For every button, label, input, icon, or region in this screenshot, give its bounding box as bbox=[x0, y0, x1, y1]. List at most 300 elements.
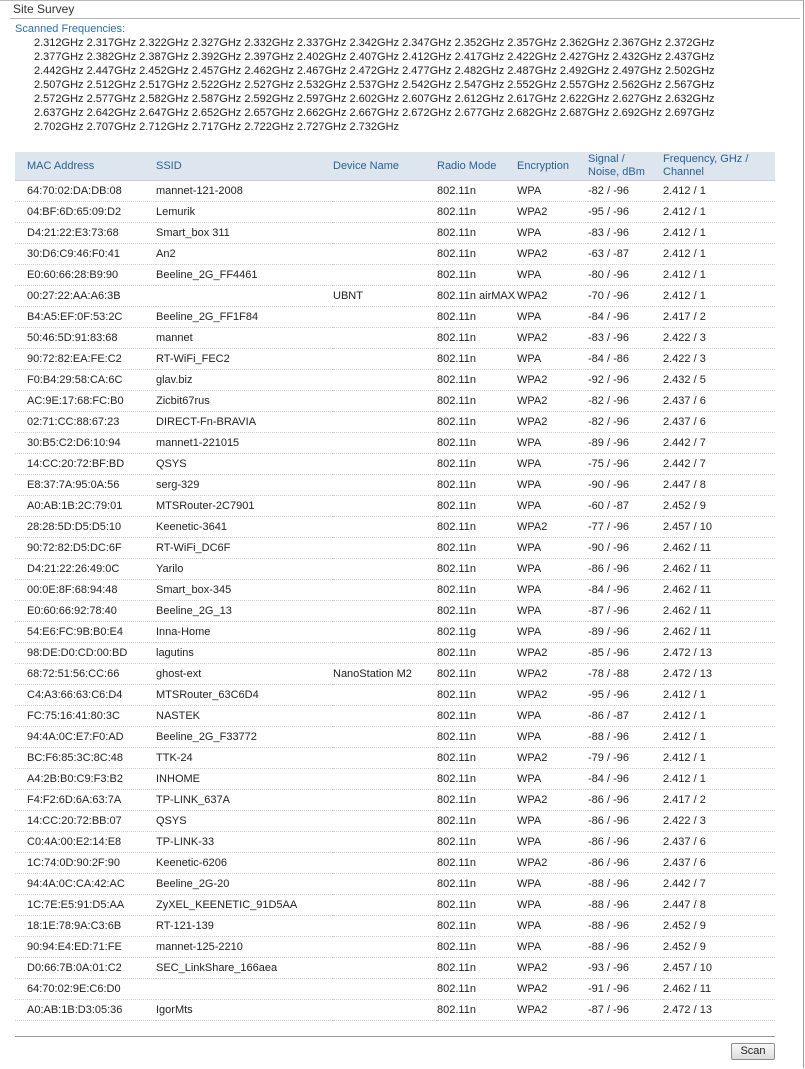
table-row[interactable] bbox=[15, 727, 775, 748]
signal-noise-cell: -79 / -96 bbox=[588, 748, 663, 769]
signal-noise-cell: -84 / -96 bbox=[588, 307, 663, 328]
ssid-cell: Beeline_2G-20 bbox=[156, 874, 333, 895]
mac-cell: C0:4A:00:E2:14:E8 bbox=[15, 832, 156, 853]
frequency-channel-cell: 2.412 / 1 bbox=[663, 202, 775, 223]
ssid-cell: ZyXEL_KEENETIC_91D5AA bbox=[156, 895, 333, 916]
page-title-text: Site Survey bbox=[13, 2, 75, 16]
table-row[interactable] bbox=[15, 811, 775, 832]
radio-mode-cell: 802.11n bbox=[437, 370, 517, 391]
encryption-cell: WPA bbox=[517, 706, 588, 727]
signal-noise-cell: -92 / -96 bbox=[588, 370, 663, 391]
mac-cell: AC:9E:17:68:FC:B0 bbox=[15, 391, 156, 412]
ssid-cell: Smart_box-345 bbox=[156, 580, 333, 601]
mac-cell: F4:F2:6D:6A:63:7A bbox=[15, 790, 156, 811]
table-row[interactable] bbox=[15, 916, 775, 937]
signal-noise-cell: -91 / -96 bbox=[588, 979, 663, 1000]
table-row[interactable] bbox=[15, 517, 775, 538]
scanned-frequencies-label: Scanned Frequencies: bbox=[15, 23, 126, 35]
device-cell bbox=[333, 244, 437, 265]
radio-mode-cell: 802.11n bbox=[437, 454, 517, 475]
table-row[interactable] bbox=[15, 433, 775, 454]
device-cell bbox=[333, 874, 437, 895]
ssid-cell: INHOME bbox=[156, 769, 333, 790]
table-row[interactable] bbox=[15, 874, 775, 895]
device-cell bbox=[333, 811, 437, 832]
signal-noise-cell: -95 / -96 bbox=[588, 685, 663, 706]
ssid-cell bbox=[156, 286, 333, 307]
signal-noise-cell: -90 / -96 bbox=[588, 538, 663, 559]
device-cell bbox=[333, 643, 437, 664]
frequency-channel-cell: 2.447 / 8 bbox=[663, 475, 775, 496]
device-cell bbox=[333, 412, 437, 433]
mac-cell: E0:60:66:28:B9:90 bbox=[15, 265, 156, 286]
ssid-cell: Keenetic-6206 bbox=[156, 853, 333, 874]
encryption-cell: WPA bbox=[517, 559, 588, 580]
encryption-cell: WPA2 bbox=[517, 412, 588, 433]
encryption-cell: WPA bbox=[517, 454, 588, 475]
signal-noise-cell: -95 / -96 bbox=[588, 202, 663, 223]
column-header-ssid[interactable]: SSID bbox=[156, 152, 333, 181]
device-cell bbox=[333, 979, 437, 1000]
ssid-cell: Beeline_2G_13 bbox=[156, 601, 333, 622]
table-row[interactable] bbox=[15, 496, 775, 517]
radio-mode-cell: 802.11n bbox=[437, 202, 517, 223]
table-row[interactable] bbox=[15, 706, 775, 727]
mac-cell: 14:CC:20:72:BF:BD bbox=[15, 454, 156, 475]
radio-mode-cell: 802.11n bbox=[437, 223, 517, 244]
ssid-cell: glav.biz bbox=[156, 370, 333, 391]
radio-mode-cell: 802.11n bbox=[437, 391, 517, 412]
ssid-cell: mannet bbox=[156, 328, 333, 349]
encryption-cell: WPA2 bbox=[517, 1000, 588, 1021]
frequency-channel-cell: 2.462 / 11 bbox=[663, 979, 775, 1000]
mac-cell: 14:CC:20:72:BB:07 bbox=[15, 811, 156, 832]
radio-mode-cell: 802.11n bbox=[437, 706, 517, 727]
radio-mode-cell: 802.11n bbox=[437, 874, 517, 895]
encryption-cell: WPA bbox=[517, 433, 588, 454]
mac-cell: 30:D6:C9:46:F0:41 bbox=[15, 244, 156, 265]
device-cell bbox=[333, 202, 437, 223]
ssid-cell: lagutins bbox=[156, 643, 333, 664]
frequency-channel-cell: 2.422 / 3 bbox=[663, 349, 775, 370]
ssid-cell: serg-329 bbox=[156, 475, 333, 496]
device-cell bbox=[333, 328, 437, 349]
table-row[interactable] bbox=[15, 202, 775, 223]
table-row[interactable] bbox=[15, 832, 775, 853]
ssid-cell: ghost-ext bbox=[156, 664, 333, 685]
encryption-cell: WPA bbox=[517, 349, 588, 370]
column-header-mac[interactable]: MAC Address bbox=[15, 152, 156, 181]
frequency-channel-cell: 2.472 / 13 bbox=[663, 1000, 775, 1021]
signal-noise-cell: -83 / -96 bbox=[588, 328, 663, 349]
encryption-cell: WPA2 bbox=[517, 979, 588, 1000]
frequency-channel-cell: 2.412 / 1 bbox=[663, 706, 775, 727]
encryption-cell: WPA bbox=[517, 895, 588, 916]
device-cell bbox=[333, 349, 437, 370]
mac-cell: E8:37:7A:95:0A:56 bbox=[15, 475, 156, 496]
encryption-cell: WPA bbox=[517, 496, 588, 517]
table-row[interactable] bbox=[15, 286, 775, 307]
signal-noise-cell: -80 / -96 bbox=[588, 265, 663, 286]
frequency-channel-cell: 2.457 / 10 bbox=[663, 517, 775, 538]
ssid-cell: Zicbit67rus bbox=[156, 391, 333, 412]
table-row[interactable] bbox=[15, 790, 775, 811]
encryption-cell: WPA bbox=[517, 580, 588, 601]
scanned-frequencies-list: 2.312GHz 2.317GHz 2.322GHz 2.327GHz 2.332GHz 2.337GHz 2.342GHz 2.347GHz 2.352GHz 2.357GHz 2.362GHz 2.367GHz 2.372GHz 2.377GHz 2.382GHz 2.387GHz 2.392GHz 2.397GHz 2.402GHz 2.407GHz 2.412GHz 2.417GHz 2.422GHz 2.427GHz 2.432GHz 2.437GHz 2.442GHz 2.447GHz 2.452GHz 2.457GHz 2.462GHz 2.467GHz 2.472GHz 2.477GHz 2.482GHz 2.487GHz 2.492GHz 2.497GHz 2.502GHz 2.507GHz 2.512GHz 2.517GHz 2.522GHz 2.527GHz 2.532GHz 2.537GHz 2.542GHz 2.547GHz 2.552GHz 2.557GHz 2.562GHz 2.567GHz 2.572GHz 2.577GHz 2.582GHz 2.587GHz 2.592GHz 2.597GHz 2.602GHz 2.607GHz 2.612GHz 2.617GHz 2.622GHz 2.627GHz 2.632GHz 2.637GHz 2.642GHz 2.647GHz 2.652GHz 2.657GHz 2.662GHz 2.667GHz 2.672GHz 2.677GHz 2.682GHz 2.687GHz 2.692GHz 2.697GHz 2.702GHz 2.707GHz 2.712GHz 2.717GHz 2.722GHz 2.727GHz 2.732GHz bbox=[34, 37, 715, 133]
encryption-cell: WPA2 bbox=[517, 286, 588, 307]
signal-noise-cell: -85 / -96 bbox=[588, 643, 663, 664]
frequency-channel-cell: 2.417 / 2 bbox=[663, 790, 775, 811]
radio-mode-cell: 802.11n bbox=[437, 664, 517, 685]
mac-cell: 90:72:82:EA:FE:C2 bbox=[15, 349, 156, 370]
table-row[interactable] bbox=[15, 454, 775, 475]
frequency-channel-cell: 2.422 / 3 bbox=[663, 328, 775, 349]
mac-cell: 68:72:51:56:CC:66 bbox=[15, 664, 156, 685]
signal-noise-cell: -84 / -86 bbox=[588, 349, 663, 370]
signal-noise-cell: -77 / -96 bbox=[588, 517, 663, 538]
ssid-cell: mannet-121-2008 bbox=[156, 181, 333, 202]
frequency-channel-cell: 2.462 / 11 bbox=[663, 538, 775, 559]
table-row[interactable] bbox=[15, 391, 775, 412]
radio-mode-cell: 802.11n bbox=[437, 685, 517, 706]
signal-noise-cell: -82 / -96 bbox=[588, 391, 663, 412]
ssid-cell: mannet1-221015 bbox=[156, 433, 333, 454]
encryption-cell: WPA2 bbox=[517, 391, 588, 412]
frequency-channel-cell: 2.442 / 7 bbox=[663, 433, 775, 454]
ssid-cell: TP-LINK-33 bbox=[156, 832, 333, 853]
frequency-channel-cell: 2.412 / 1 bbox=[663, 685, 775, 706]
frequency-channel-cell: 2.432 / 5 bbox=[663, 370, 775, 391]
frequency-channel-cell: 2.442 / 7 bbox=[663, 874, 775, 895]
ssid-cell: Smart_box 311 bbox=[156, 223, 333, 244]
encryption-cell: WPA bbox=[517, 727, 588, 748]
table-row[interactable] bbox=[15, 349, 775, 370]
signal-noise-cell: -86 / -96 bbox=[588, 559, 663, 580]
table-row[interactable] bbox=[15, 265, 775, 286]
encryption-cell: WPA2 bbox=[517, 853, 588, 874]
mac-cell: 98:DE:D0:CD:00:BD bbox=[15, 643, 156, 664]
signal-noise-cell: -93 / -96 bbox=[588, 958, 663, 979]
column-header-frequency-channel[interactable]: Frequency, GHz / Channel bbox=[663, 152, 775, 181]
page-title bbox=[10, 2, 800, 19]
frequency-channel-cell: 2.462 / 11 bbox=[663, 580, 775, 601]
table-row[interactable] bbox=[15, 643, 775, 664]
table-row[interactable] bbox=[15, 223, 775, 244]
ssid-cell bbox=[156, 979, 333, 1000]
signal-noise-cell: -88 / -96 bbox=[588, 895, 663, 916]
mac-cell: F0:B4:29:58:CA:6C bbox=[15, 370, 156, 391]
mac-cell: 50:46:5D:91:83:68 bbox=[15, 328, 156, 349]
radio-mode-cell: 802.11n bbox=[437, 748, 517, 769]
frequency-channel-cell: 2.447 / 8 bbox=[663, 895, 775, 916]
scan-button[interactable]: Scan bbox=[731, 1043, 775, 1060]
encryption-cell: WPA2 bbox=[517, 202, 588, 223]
column-header-encryption[interactable]: Encryption bbox=[517, 152, 588, 181]
mac-cell: 04:BF:6D:65:09:D2 bbox=[15, 202, 156, 223]
table-row[interactable] bbox=[15, 370, 775, 391]
signal-noise-cell: -88 / -96 bbox=[588, 874, 663, 895]
table-row[interactable] bbox=[15, 538, 775, 559]
frequency-channel-cell: 2.437 / 6 bbox=[663, 412, 775, 433]
signal-noise-cell: -82 / -96 bbox=[588, 412, 663, 433]
device-cell bbox=[333, 223, 437, 244]
radio-mode-cell: 802.11n bbox=[437, 937, 517, 958]
frequency-channel-cell: 2.412 / 1 bbox=[663, 244, 775, 265]
radio-mode-cell: 802.11n bbox=[437, 916, 517, 937]
device-cell bbox=[333, 580, 437, 601]
frequency-channel-cell: 2.457 / 10 bbox=[663, 958, 775, 979]
frequency-channel-cell: 2.472 / 13 bbox=[663, 664, 775, 685]
mac-cell: 18:1E:78:9A:C3:6B bbox=[15, 916, 156, 937]
mac-cell: 30:B5:C2:D6:10:94 bbox=[15, 433, 156, 454]
mac-cell: BC:F6:85:3C:8C:48 bbox=[15, 748, 156, 769]
ssid-cell: Keenetic-3641 bbox=[156, 517, 333, 538]
encryption-cell: WPA bbox=[517, 937, 588, 958]
radio-mode-cell: 802.11n bbox=[437, 475, 517, 496]
table-row[interactable] bbox=[15, 979, 775, 1000]
device-cell: NanoStation M2 bbox=[333, 664, 437, 685]
signal-noise-cell: -63 / -87 bbox=[588, 244, 663, 265]
frequency-channel-cell: 2.462 / 11 bbox=[663, 601, 775, 622]
device-cell bbox=[333, 832, 437, 853]
table-row[interactable] bbox=[15, 244, 775, 265]
ssid-cell: IgorMts bbox=[156, 1000, 333, 1021]
encryption-cell: WPA bbox=[517, 916, 588, 937]
table-row[interactable] bbox=[15, 958, 775, 979]
table-row[interactable] bbox=[15, 580, 775, 601]
mac-cell: 94:4A:0C:CA:42:AC bbox=[15, 874, 156, 895]
radio-mode-cell: 802.11n bbox=[437, 433, 517, 454]
frequency-channel-cell: 2.462 / 11 bbox=[663, 559, 775, 580]
device-cell bbox=[333, 790, 437, 811]
frequency-channel-cell: 2.417 / 2 bbox=[663, 307, 775, 328]
encryption-cell: WPA bbox=[517, 307, 588, 328]
radio-mode-cell: 802.11n bbox=[437, 328, 517, 349]
radio-mode-cell: 802.11n bbox=[437, 895, 517, 916]
encryption-cell: WPA2 bbox=[517, 244, 588, 265]
radio-mode-cell: 802.11n bbox=[437, 244, 517, 265]
ssid-cell: RT-WiFi_DC6F bbox=[156, 538, 333, 559]
signal-noise-cell: -75 / -96 bbox=[588, 454, 663, 475]
encryption-cell: WPA2 bbox=[517, 748, 588, 769]
frequency-channel-cell: 2.412 / 1 bbox=[663, 181, 775, 202]
encryption-cell: WPA2 bbox=[517, 517, 588, 538]
radio-mode-cell: 802.11n bbox=[437, 181, 517, 202]
frequency-channel-cell: 2.437 / 6 bbox=[663, 832, 775, 853]
table-row[interactable] bbox=[15, 685, 775, 706]
device-cell bbox=[333, 496, 437, 517]
mac-cell: A0:AB:1B:D3:05:36 bbox=[15, 1000, 156, 1021]
frequency-channel-cell: 2.472 / 13 bbox=[663, 643, 775, 664]
encryption-cell: WPA2 bbox=[517, 643, 588, 664]
table-row[interactable] bbox=[15, 601, 775, 622]
device-cell bbox=[333, 559, 437, 580]
device-cell bbox=[333, 391, 437, 412]
signal-noise-cell: -86 / -96 bbox=[588, 853, 663, 874]
signal-noise-cell: -88 / -96 bbox=[588, 727, 663, 748]
frequency-channel-cell: 2.412 / 1 bbox=[663, 727, 775, 748]
signal-noise-cell: -90 / -96 bbox=[588, 475, 663, 496]
table-row[interactable] bbox=[15, 769, 775, 790]
frequency-channel-cell: 2.452 / 9 bbox=[663, 916, 775, 937]
survey-table bbox=[15, 152, 775, 1021]
signal-noise-cell: -83 / -96 bbox=[588, 223, 663, 244]
device-cell bbox=[333, 685, 437, 706]
mac-cell: B4:A5:EF:0F:53:2C bbox=[15, 307, 156, 328]
column-header-radio-mode[interactable]: Radio Mode bbox=[437, 152, 517, 181]
column-header-device[interactable]: Device Name bbox=[333, 152, 437, 181]
table-row[interactable] bbox=[15, 664, 775, 685]
signal-noise-cell: -87 / -96 bbox=[588, 1000, 663, 1021]
device-cell bbox=[333, 769, 437, 790]
frequency-channel-cell: 2.462 / 11 bbox=[663, 622, 775, 643]
frequency-channel-cell: 2.412 / 1 bbox=[663, 265, 775, 286]
mac-cell: 64:70:02:DA:DB:08 bbox=[15, 181, 156, 202]
radio-mode-cell: 802.11n bbox=[437, 517, 517, 538]
device-cell bbox=[333, 622, 437, 643]
encryption-cell: WPA2 bbox=[517, 790, 588, 811]
encryption-cell: WPA bbox=[517, 622, 588, 643]
encryption-cell: WPA bbox=[517, 769, 588, 790]
ssid-cell: TP-LINK_637A bbox=[156, 790, 333, 811]
mac-cell: E0:60:66:92:78:40 bbox=[15, 601, 156, 622]
column-header-signal-noise[interactable]: Signal / Noise, dBm bbox=[588, 152, 663, 181]
device-cell bbox=[333, 958, 437, 979]
device-cell bbox=[333, 370, 437, 391]
device-cell: UBNT bbox=[333, 286, 437, 307]
radio-mode-cell: 802.11g bbox=[437, 622, 517, 643]
radio-mode-cell: 802.11n bbox=[437, 853, 517, 874]
ssid-cell: MTSRouter_63C6D4 bbox=[156, 685, 333, 706]
ssid-cell: Yarilo bbox=[156, 559, 333, 580]
mac-cell: 54:E6:FC:9B:B0:E4 bbox=[15, 622, 156, 643]
device-cell bbox=[333, 517, 437, 538]
device-cell bbox=[333, 181, 437, 202]
bottom-divider bbox=[15, 1036, 775, 1037]
radio-mode-cell: 802.11n bbox=[437, 1000, 517, 1021]
ssid-cell: RT-121-139 bbox=[156, 916, 333, 937]
frequency-channel-cell: 2.437 / 6 bbox=[663, 853, 775, 874]
frequency-channel-cell: 2.442 / 7 bbox=[663, 454, 775, 475]
mac-cell: 64:70:02:9E:C6:D0 bbox=[15, 979, 156, 1000]
ssid-cell: MTSRouter-2C7901 bbox=[156, 496, 333, 517]
signal-noise-cell: -86 / -96 bbox=[588, 811, 663, 832]
mac-cell: 1C:7E:E5:91:D5:AA bbox=[15, 895, 156, 916]
radio-mode-cell: 802.11n bbox=[437, 790, 517, 811]
table-row[interactable] bbox=[15, 475, 775, 496]
frequency-channel-cell: 2.452 / 9 bbox=[663, 496, 775, 517]
encryption-cell: WPA2 bbox=[517, 958, 588, 979]
ssid-cell: mannet-125-2210 bbox=[156, 937, 333, 958]
mac-cell: 00:27:22:AA:A6:3B bbox=[15, 286, 156, 307]
table-row[interactable] bbox=[15, 559, 775, 580]
device-cell bbox=[333, 475, 437, 496]
table-row[interactable] bbox=[15, 328, 775, 349]
mac-cell: 28:28:5D:D5:D5:10 bbox=[15, 517, 156, 538]
radio-mode-cell: 802.11n bbox=[437, 811, 517, 832]
encryption-cell: WPA bbox=[517, 181, 588, 202]
signal-noise-cell: -88 / -96 bbox=[588, 916, 663, 937]
signal-noise-cell: -82 / -96 bbox=[588, 181, 663, 202]
radio-mode-cell: 802.11n bbox=[437, 832, 517, 853]
ssid-cell: TTK-24 bbox=[156, 748, 333, 769]
table-row[interactable] bbox=[15, 622, 775, 643]
ssid-cell: NASTEK bbox=[156, 706, 333, 727]
mac-cell: A4:2B:B0:C9:F3:B2 bbox=[15, 769, 156, 790]
ssid-cell: QSYS bbox=[156, 811, 333, 832]
encryption-cell: WPA2 bbox=[517, 685, 588, 706]
signal-noise-cell: -89 / -96 bbox=[588, 433, 663, 454]
signal-noise-cell: -60 / -87 bbox=[588, 496, 663, 517]
table-row[interactable] bbox=[15, 937, 775, 958]
ssid-cell: An2 bbox=[156, 244, 333, 265]
mac-cell: C4:A3:66:63:C6:D4 bbox=[15, 685, 156, 706]
device-cell bbox=[333, 265, 437, 286]
encryption-cell: WPA2 bbox=[517, 370, 588, 391]
table-row[interactable] bbox=[15, 1000, 775, 1021]
ssid-cell: Beeline_2G_FF1F84 bbox=[156, 307, 333, 328]
radio-mode-cell: 802.11n bbox=[437, 265, 517, 286]
table-header-row bbox=[15, 152, 775, 181]
signal-noise-cell: -88 / -96 bbox=[588, 937, 663, 958]
frequency-channel-cell: 2.412 / 1 bbox=[663, 748, 775, 769]
encryption-cell: WPA bbox=[517, 811, 588, 832]
signal-noise-cell: -84 / -96 bbox=[588, 769, 663, 790]
signal-noise-cell: -78 / -88 bbox=[588, 664, 663, 685]
signal-noise-cell: -84 / -96 bbox=[588, 580, 663, 601]
table-row[interactable] bbox=[15, 412, 775, 433]
device-cell bbox=[333, 853, 437, 874]
encryption-cell: WPA2 bbox=[517, 328, 588, 349]
radio-mode-cell: 802.11n bbox=[437, 496, 517, 517]
mac-cell: 90:94:E4:ED:71:FE bbox=[15, 937, 156, 958]
device-cell bbox=[333, 433, 437, 454]
mac-cell: 90:72:82:D5:DC:6F bbox=[15, 538, 156, 559]
radio-mode-cell: 802.11n bbox=[437, 601, 517, 622]
mac-cell: D0:66:7B:0A:01:C2 bbox=[15, 958, 156, 979]
radio-mode-cell: 802.11n bbox=[437, 769, 517, 790]
device-cell bbox=[333, 706, 437, 727]
table-row[interactable] bbox=[15, 307, 775, 328]
ssid-cell: SEC_LinkShare_166aea bbox=[156, 958, 333, 979]
signal-noise-cell: -86 / -87 bbox=[588, 706, 663, 727]
table-row[interactable] bbox=[15, 748, 775, 769]
encryption-cell: WPA bbox=[517, 874, 588, 895]
frequency-channel-cell: 2.422 / 3 bbox=[663, 811, 775, 832]
device-cell bbox=[333, 307, 437, 328]
table-row[interactable] bbox=[15, 853, 775, 874]
survey-table-container bbox=[15, 152, 775, 1021]
signal-noise-cell: -70 / -96 bbox=[588, 286, 663, 307]
radio-mode-cell: 802.11n bbox=[437, 307, 517, 328]
device-cell bbox=[333, 601, 437, 622]
radio-mode-cell: 802.11n airMAX bbox=[437, 286, 517, 307]
mac-cell: 02:71:CC:88:67:23 bbox=[15, 412, 156, 433]
ssid-cell: Beeline_2G_F33772 bbox=[156, 727, 333, 748]
signal-noise-cell: -86 / -96 bbox=[588, 790, 663, 811]
table-row[interactable] bbox=[15, 895, 775, 916]
radio-mode-cell: 802.11n bbox=[437, 538, 517, 559]
encryption-cell: WPA bbox=[517, 832, 588, 853]
frequency-channel-cell: 2.437 / 6 bbox=[663, 391, 775, 412]
mac-cell: D4:21:22:E3:73:68 bbox=[15, 223, 156, 244]
radio-mode-cell: 802.11n bbox=[437, 979, 517, 1000]
ssid-cell: Inna-Home bbox=[156, 622, 333, 643]
mac-cell: 00:0E:8F:68:94:48 bbox=[15, 580, 156, 601]
table-row[interactable] bbox=[15, 181, 775, 202]
mac-cell: A0:AB:1B:2C:79:01 bbox=[15, 496, 156, 517]
ssid-cell: Lemurik bbox=[156, 202, 333, 223]
